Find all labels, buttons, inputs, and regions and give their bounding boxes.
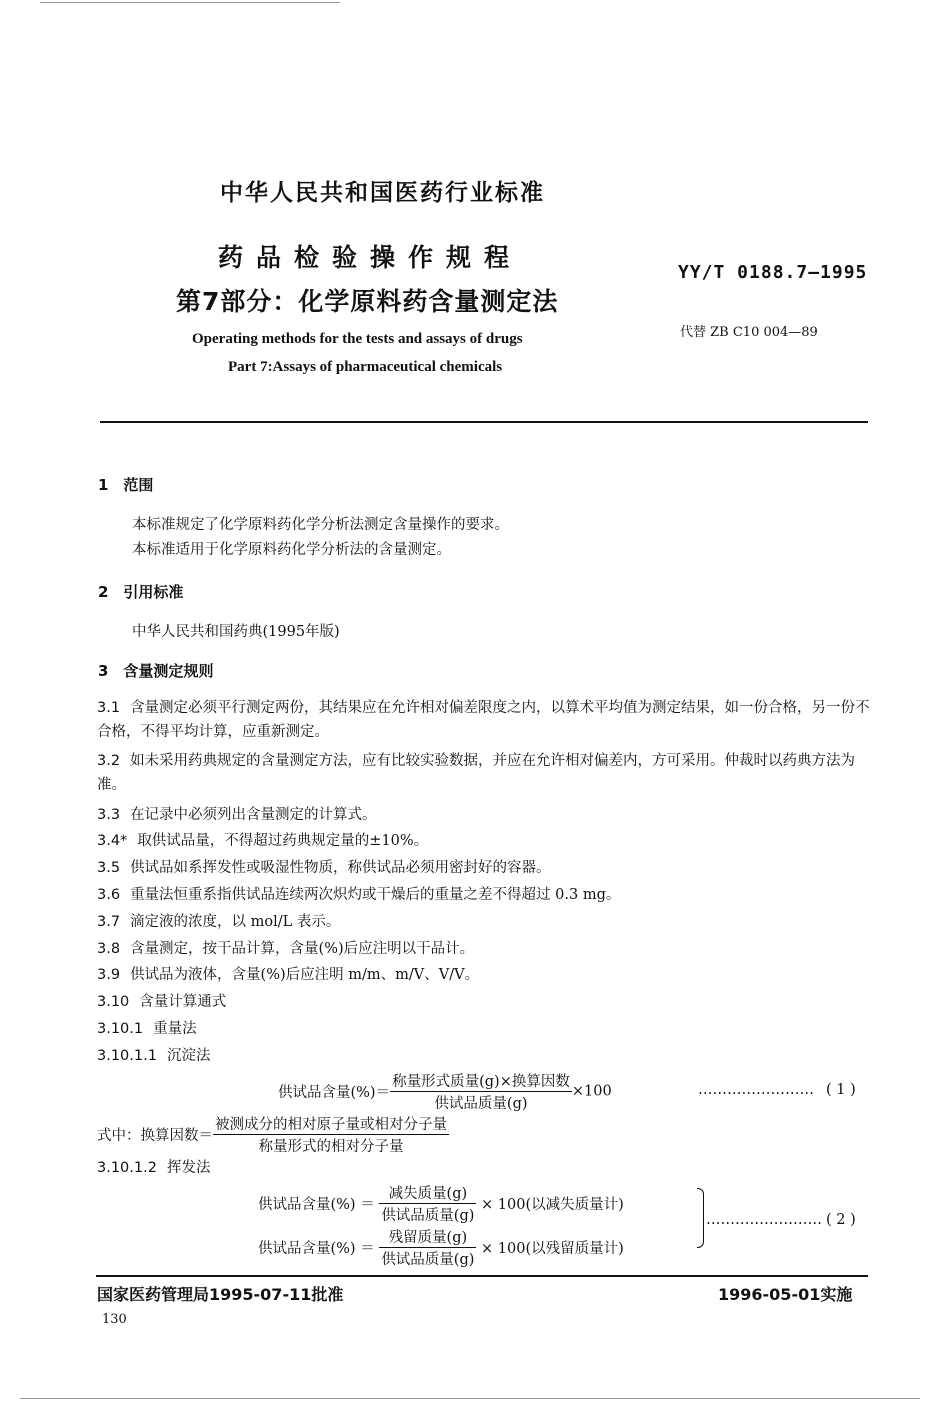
formula-fraction: [379, 1226, 476, 1269]
footer-rule: [96, 1275, 868, 1277]
formula-lhs: 式中：换算因数＝: [97, 1128, 213, 1144]
formula-lhs: 供试品含量(%)＝: [278, 1085, 391, 1101]
scan-edge-mark-top: [40, 2, 340, 3]
formula-denominator: 供试品质量(g): [381, 1208, 475, 1224]
item-text: 供试品如系挥发性或吸湿性物质，称供试品必须用密封好的容器。: [130, 860, 551, 876]
list-item: [97, 963, 479, 984]
list-item: [97, 749, 872, 797]
item-number: 3.3: [97, 807, 121, 823]
item-number: 3.10.1: [97, 1021, 144, 1037]
item-number: 3.2: [97, 753, 121, 769]
item-number: 3.9: [97, 967, 121, 983]
page-number: 130: [102, 1312, 127, 1327]
item-text: 滴定液的浓度，以 mol/L 表示。: [130, 914, 341, 930]
item-text: 沉淀法: [166, 1048, 211, 1064]
section-heading-scope: 1 范围: [98, 476, 154, 494]
item-text: 供试品为液体，含量(%)后应注明 m/m、m/V、V/V。: [130, 967, 480, 983]
formula-conversion-factor: [97, 1113, 449, 1156]
item-text: 取供试品量，不得超过药典规定量的±10%。: [137, 833, 429, 849]
item-text: 挥发法: [166, 1160, 211, 1176]
scope-paragraph-1: 本标准规定了化学原料药化学分析法测定含量操作的要求。: [132, 517, 509, 533]
item-text: 含量计算通式: [139, 994, 227, 1010]
formula-residue: [258, 1226, 624, 1269]
list-item: [97, 1156, 210, 1177]
list-item: [97, 696, 872, 744]
list-item: [97, 1017, 197, 1038]
effective-date: 1996-05-01实施: [718, 1285, 853, 1304]
standard-category: 中华人民共和国医药行业标准: [220, 180, 545, 206]
item-number: 3.7: [97, 914, 121, 930]
formula-denominator: 供试品质量(g): [381, 1252, 475, 1268]
list-item: [97, 910, 340, 931]
formula-denominator: 供试品质量(g): [434, 1096, 528, 1112]
item-number: 3.10: [97, 994, 130, 1010]
item-number: 3.10.1.1: [97, 1048, 157, 1064]
item-number: 3.6: [97, 887, 121, 903]
list-item: [97, 990, 226, 1011]
formula-fraction: [379, 1182, 476, 1225]
approval-date: 国家医药管理局1995-07-11批准: [97, 1285, 344, 1304]
section-heading-references: 2 引用标准: [98, 583, 184, 601]
item-number: 3.5: [97, 860, 121, 876]
section-heading-assay-rules: 3 含量测定规则: [98, 662, 214, 680]
formula-leader-dots: ……………………: [706, 1212, 822, 1228]
standard-number: YY/T 0188.7—1995: [678, 262, 868, 283]
formula-loss: [258, 1182, 624, 1225]
list-item: [97, 937, 474, 958]
formula-leader-dots: ……………………: [698, 1082, 814, 1098]
item-text: 含量测定必须平行测定两份，其结果应在允许相对偏差限度之内，以算术平均值为测定结果，如一份合格，另一份不合格，不得平均计算，应重新测定。: [97, 700, 870, 740]
formula-numerator: 称量形式质量(g)×换算因数: [390, 1070, 572, 1092]
scope-paragraph-2: 本标准适用于化学原料药化学分析法的含量测定。: [132, 542, 451, 558]
english-subtitle: Part 7:Assays of pharmaceutical chemicals: [228, 359, 503, 375]
item-text: 含量测定，按干品计算，含量(%)后应注明以干品计。: [130, 941, 475, 957]
item-number: 3.8: [97, 941, 121, 957]
formula-lhs: 供试品含量(%) ＝: [258, 1197, 375, 1213]
formula-multiplier: ×100: [571, 1083, 612, 1100]
document-subtitle: 第7部分：化学原料药含量测定法: [176, 287, 559, 316]
english-title: Operating methods for the tests and assays of drugs: [192, 331, 523, 347]
formula-multiplier: × 100(以残留质量计): [481, 1241, 624, 1257]
formula-precipitation: [278, 1070, 612, 1113]
scan-edge-mark-bottom: [20, 1398, 920, 1399]
formula-multiplier: × 100(以减失质量计): [481, 1197, 624, 1213]
replaces-standard: 代替 ZB C10 004—89: [680, 325, 818, 340]
item-number: 3.1: [97, 700, 121, 716]
formula-numerator: 减失质量(g): [379, 1182, 476, 1204]
document-title: 药品检验操作规程: [218, 243, 523, 272]
formula-denominator: 称量形式的相对分子量: [258, 1139, 404, 1155]
formula-number: ( 1 ): [826, 1082, 856, 1098]
header-rule: [100, 421, 868, 423]
formula-fraction: [390, 1070, 572, 1113]
formula-numerator: 残留质量(g): [379, 1226, 476, 1248]
list-item: [97, 803, 377, 824]
formula-numerator: 被测成分的相对原子量或相对分子量: [213, 1113, 449, 1135]
formula-lhs: 供试品含量(%) ＝: [258, 1241, 375, 1257]
item-number: 3.4*: [97, 833, 128, 849]
formula-fraction: [213, 1113, 449, 1156]
formula-brace: [697, 1188, 704, 1248]
list-item: [97, 1044, 210, 1065]
list-item: [97, 883, 620, 904]
item-text: 如未采用药典规定的含量测定方法，应有比较实验数据，并应在允许相对偏差内，方可采用。仲裁时以药典方法为准。: [97, 753, 856, 793]
list-item: [97, 856, 551, 877]
item-number: 3.10.1.2: [97, 1160, 157, 1176]
list-item: [97, 829, 428, 850]
references-paragraph: 中华人民共和国药典(1995年版): [132, 624, 340, 640]
item-text: 在记录中必须列出含量测定的计算式。: [130, 807, 377, 823]
item-text: 重量法恒重系指供试品连续两次炽灼或干燥后的重量之差不得超过 0.3 mg。: [130, 887, 621, 903]
item-text: 重量法: [153, 1021, 197, 1037]
formula-number: ( 2 ): [826, 1212, 856, 1228]
